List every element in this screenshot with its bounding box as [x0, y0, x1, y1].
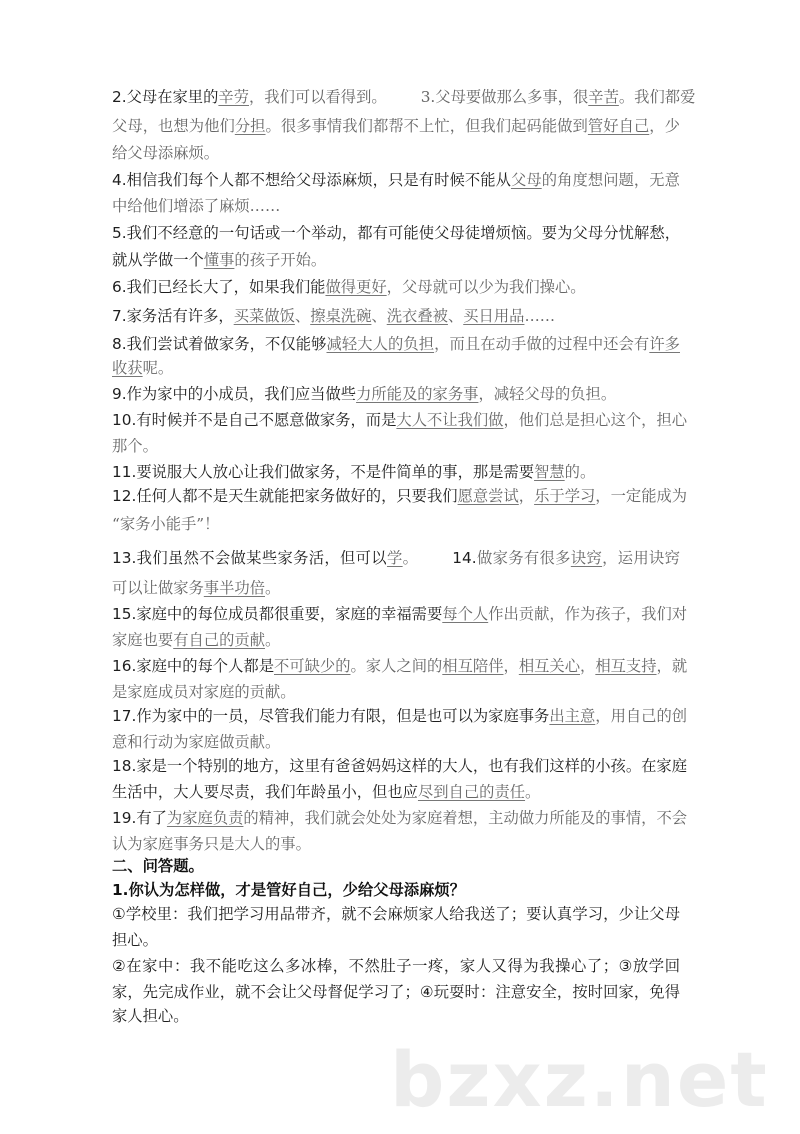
underlined-answer: 辛苦 — [588, 88, 619, 106]
body-text: …… — [524, 307, 556, 325]
text-line — [112, 333, 680, 355]
body-text: 4.相信我们每个人都不想给父母添麻烦，只是有时候不能从 — [112, 171, 511, 189]
text-line — [112, 755, 688, 777]
text-line — [112, 485, 688, 507]
body-text: 6.我们已经长大了，如果我们能 — [112, 278, 326, 296]
body-text: ， — [580, 657, 596, 675]
body-text: 。 — [525, 783, 541, 801]
watermark: bzxz.net — [390, 1035, 769, 1124]
body-text: 、 — [371, 307, 387, 325]
body-text: ，运用诀窍 — [602, 549, 680, 567]
body-text: 。 — [265, 631, 281, 649]
text-line — [112, 435, 680, 457]
body-text: 9.作为家中的小成员，我们应当做些 — [112, 385, 357, 403]
underlined-answer: 每个人 — [442, 605, 489, 623]
body-text: 16.家庭中的每个人都是 — [112, 657, 274, 675]
text-line — [112, 86, 696, 108]
body-text: 意和行动为家庭做贡献。 — [112, 733, 281, 751]
body-text: ，少 — [649, 117, 680, 135]
body-text: 作出贡献，作为孩子，我们对 — [488, 605, 688, 623]
heading-text: 二、问答题。 — [112, 857, 204, 875]
body-text: 、 — [447, 307, 464, 325]
body-text: 。家人之间的 — [350, 657, 443, 675]
text-line — [112, 409, 688, 431]
underlined-answer: 懂事 — [203, 251, 235, 269]
underlined-answer: 愿意尝试 — [457, 487, 519, 505]
body-text: ，就 — [656, 657, 688, 675]
text-line — [112, 547, 680, 569]
body-text: 的精神，我们就会处处为家庭着想，主动做力所能及的事情，不会 — [243, 809, 688, 827]
body-text: 7.家务活有许多， — [112, 307, 234, 325]
body-text: 11.要说服大人放心让我们做家务，不是件简单的事，那是需要 — [112, 463, 535, 481]
body-text: 的孩子开始。 — [234, 251, 327, 269]
underlined-answer: 智慧 — [534, 463, 565, 481]
text-line — [112, 305, 680, 327]
body-text: 19.有了 — [112, 809, 167, 827]
body-text: 那个。 — [112, 437, 158, 455]
body-text: 13.我们虽然不会做某些家务活，但可以 — [112, 549, 387, 567]
underlined-answer: 大人不让我们做 — [396, 411, 504, 429]
body-text: “家务小能手”！ — [112, 515, 220, 533]
text-line — [112, 142, 680, 164]
text-line — [112, 903, 680, 925]
underlined-answer: 不可缺少的 — [274, 657, 351, 675]
body-text: 12.任何人都不是天生就能把家务做好的，只要我们 — [112, 487, 458, 505]
text-line — [112, 807, 688, 829]
underlined-answer: 尽到自己的责任 — [417, 783, 526, 801]
underlined-answer: 父母 — [510, 171, 542, 189]
underlined-answer: 为家庭负责 — [166, 809, 244, 827]
body-text: 。我们都爱 — [618, 88, 696, 106]
body-text: 2.父母在家里的 — [112, 88, 219, 106]
underlined-answer: 擦桌洗碗 — [310, 307, 372, 325]
text-line — [112, 577, 680, 599]
underlined-answer: 买日用品 — [463, 307, 525, 325]
underlined-answer: 管好自己 — [587, 117, 650, 135]
body-text: 家，先完成作业，就不会让父母督促学习了；④玩耍时：注意安全，按时回家，免得 — [112, 983, 680, 1001]
text-line — [112, 629, 680, 651]
text-line — [112, 603, 688, 625]
body-text: ，父母就可以少为我们操心。 — [386, 278, 586, 296]
body-text: ②在家中：我不能吃这么多冰棒，不然肚子一疼，家人又得为我操心了；③放学回 — [112, 957, 680, 975]
text-line — [112, 195, 680, 217]
body-text: 17.作为家中的一员，尽管我们能力有限，但是也可以为家庭事务 — [112, 707, 550, 725]
text-line — [112, 879, 680, 901]
text-line — [112, 115, 680, 137]
body-text: 认为家庭事务只是大人的事。 — [112, 835, 311, 853]
body-text: 8.我们尝试着做家务，不仅能够 — [112, 335, 327, 353]
body-text: ，减轻父母的负担。 — [478, 385, 617, 403]
text-line — [112, 169, 680, 191]
body-text: 中给他们增添了麻烦…… — [112, 197, 281, 215]
body-text: ，用自己的创 — [595, 707, 688, 725]
body-text: 10.有时候并不是自己不愿意做家务，而是 — [112, 411, 397, 429]
text-line — [112, 781, 680, 803]
underlined-answer: 买菜做饭 — [233, 307, 295, 325]
body-text: 家庭也要 — [112, 631, 174, 649]
body-text: 呢。 — [142, 359, 174, 377]
underlined-answer: 洗衣叠被 — [386, 307, 448, 325]
body-text: 做家务有很多 — [476, 549, 571, 567]
text-line — [112, 276, 680, 298]
underlined-answer: 相互陪伴 — [442, 657, 504, 675]
body-text: ①学校里：我们把学习用品带齐，就不会麻烦家人给我送了；要认真学习，少让父母 — [112, 905, 680, 923]
text-line — [112, 513, 680, 535]
body-text: 14. — [452, 549, 477, 567]
underlined-answer: 力所能及的家务事 — [356, 385, 479, 403]
body-text: ，一定能成为 — [595, 487, 688, 505]
underlined-answer: 分担 — [234, 117, 266, 135]
underlined-answer: 诀窍 — [570, 549, 603, 567]
heading-text: 1.你认为怎样做，才是管好自己，少给父母添麻烦？ — [112, 881, 465, 899]
underlined-answer: 学 — [386, 549, 403, 567]
body-text: 、 — [294, 307, 311, 325]
text-line — [112, 249, 680, 271]
underlined-answer: 许多 — [649, 335, 680, 353]
body-text: ， — [503, 657, 519, 675]
body-text: ，而且在动手做的过程中还会有 — [434, 335, 650, 353]
underlined-answer: 乐于学习 — [534, 487, 596, 505]
text-line — [112, 383, 680, 405]
underlined-answer: 出主意 — [549, 707, 596, 725]
text-line — [112, 655, 688, 677]
underlined-answer: 减轻大人的负担 — [326, 335, 435, 353]
body-text: 的角度想问题，无意 — [541, 171, 680, 189]
text-line — [112, 705, 688, 727]
body-text: 担心。 — [112, 931, 158, 949]
body-text: 。 — [402, 549, 419, 567]
underlined-answer: 相互关心 — [518, 657, 581, 675]
underlined-answer: 做得更好 — [325, 278, 387, 296]
body-text: 给父母添麻烦。 — [112, 144, 220, 162]
underlined-answer: 辛劳 — [218, 88, 249, 106]
text-line — [112, 357, 680, 379]
text-line — [112, 955, 680, 977]
text-line — [112, 855, 680, 877]
text-line — [112, 929, 680, 951]
body-text: 的。 — [564, 463, 596, 481]
underlined-answer: 相互支持 — [595, 657, 657, 675]
body-text: 父母，也想为他们 — [112, 117, 235, 135]
text-line — [112, 833, 680, 855]
body-text: 。 — [265, 579, 281, 597]
body-text: ，他们总是担心这个，担心 — [503, 411, 688, 429]
underlined-answer: 收获 — [112, 359, 143, 377]
text-line — [112, 461, 680, 483]
body-text: 生活中，大人要尽责，我们年龄虽小，但也应 — [112, 783, 418, 801]
text-line — [112, 681, 680, 703]
body-text: 家人担心。 — [112, 1007, 189, 1025]
body-text: 可以让做家务 — [112, 579, 204, 597]
body-text: ，我们可以看得到。 — [249, 88, 387, 106]
body-text: 。很多事情我们都帮不上忙，但我们起码能做到 — [265, 117, 588, 135]
body-text: 5.我们不经意的一句话或一个举动，都有可能使父母徒增烦恼。要为父母分忧解愁， — [112, 224, 680, 242]
text-line — [112, 1005, 680, 1027]
text-line — [112, 731, 680, 753]
body-text: 15.家庭中的每位成员都很重要，家庭的幸福需要 — [112, 605, 443, 623]
body-text: 18.家是一个特别的地方，这里有爸爸妈妈这样的大人，也有我们这样的小孩。在家庭 — [112, 757, 688, 775]
body-text: 就从学做一个 — [112, 251, 204, 269]
body-text: 3.父母要做那么多事，很 — [420, 88, 589, 106]
body-text: ， — [518, 487, 535, 505]
underlined-answer: 有自己的贡献 — [173, 631, 265, 649]
body-text: 是家庭成员对家庭的贡献。 — [112, 683, 296, 701]
underlined-answer: 事半功倍 — [203, 579, 265, 597]
text-line — [112, 981, 680, 1003]
text-line — [112, 222, 680, 244]
